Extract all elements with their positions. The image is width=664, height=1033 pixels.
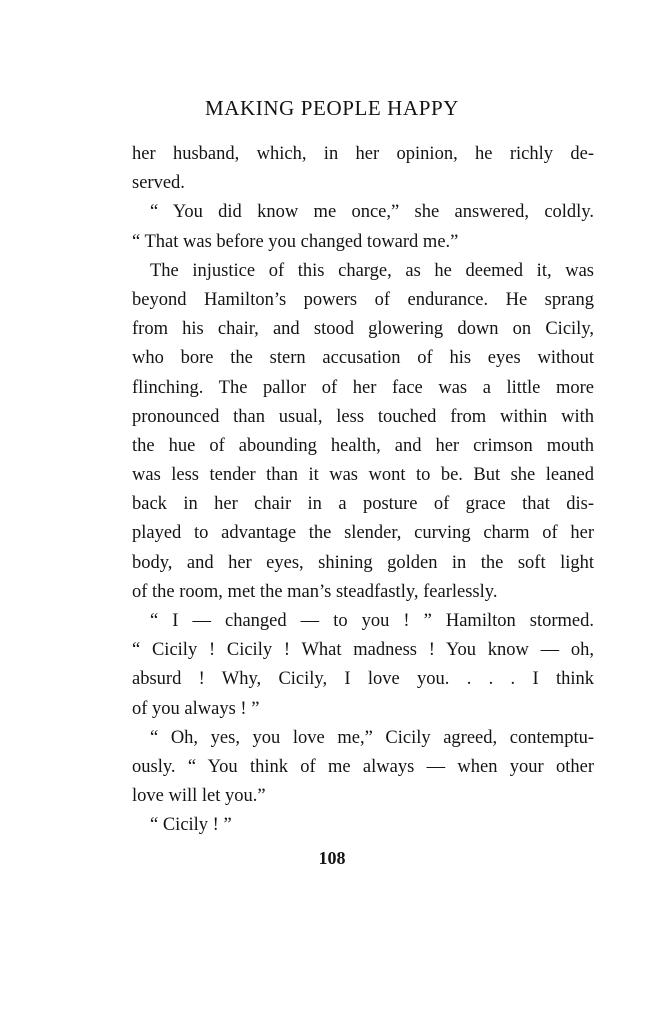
text-line: of you always ! ” bbox=[132, 698, 260, 719]
text-line: The injustice of this charge, as he deemed it, was bbox=[150, 260, 594, 281]
text-line: “ Cicily ! Cicily ! What madness ! You know — oh, bbox=[132, 640, 594, 661]
text-line: her husband, which, in her opinion, he richly de- bbox=[132, 144, 594, 164]
text-line: ously. “ You think of me always — when your other bbox=[132, 756, 594, 777]
text-line: of the room, met the man’s steadfastly, fearlessly. bbox=[132, 581, 498, 602]
text-line: beyond Hamilton’s powers of endurance. He sprang bbox=[132, 289, 594, 310]
text-line: body, and her eyes, shining golden in the soft light bbox=[132, 552, 594, 573]
text-line: love will let you.” bbox=[132, 786, 266, 807]
text-line: who bore the stern accusation of his eyes without bbox=[132, 348, 594, 369]
text-line: was less tender than it was wont to be. But she leaned bbox=[132, 465, 594, 486]
text-line: “ You did know me once,” she answered, coldly. bbox=[150, 202, 594, 223]
text-line: played to advantage the slender, curving charm of her bbox=[132, 523, 594, 544]
body-text bbox=[132, 140, 594, 841]
text-line: from his chair, and stood glowering down on Cicily, bbox=[132, 319, 594, 340]
text-line: “ That was before you changed toward me.” bbox=[132, 231, 459, 252]
text-line: “ Oh, yes, you love me,” Cicily agreed, contemptu- bbox=[150, 727, 594, 748]
text-line: flinching. The pallor of her face was a little more bbox=[132, 377, 594, 398]
text-line: served. bbox=[132, 173, 185, 194]
text-line: the hue of abounding health, and her crimson mouth bbox=[132, 435, 594, 456]
running-head: MAKING PEOPLE HAPPY bbox=[204, 96, 460, 120]
text-line: back in her chair in a posture of grace that dis- bbox=[132, 494, 594, 515]
text-line: “ Cicily ! ” bbox=[150, 815, 232, 836]
page-number: 108 bbox=[318, 848, 346, 868]
text-line: “ I — changed — to you ! ” Hamilton stormed. bbox=[150, 611, 594, 631]
text-line: absurd ! Why, Cicily, I love you. . . . I think bbox=[132, 669, 594, 690]
text-line: pronounced than usual, less touched from within with bbox=[132, 406, 594, 427]
